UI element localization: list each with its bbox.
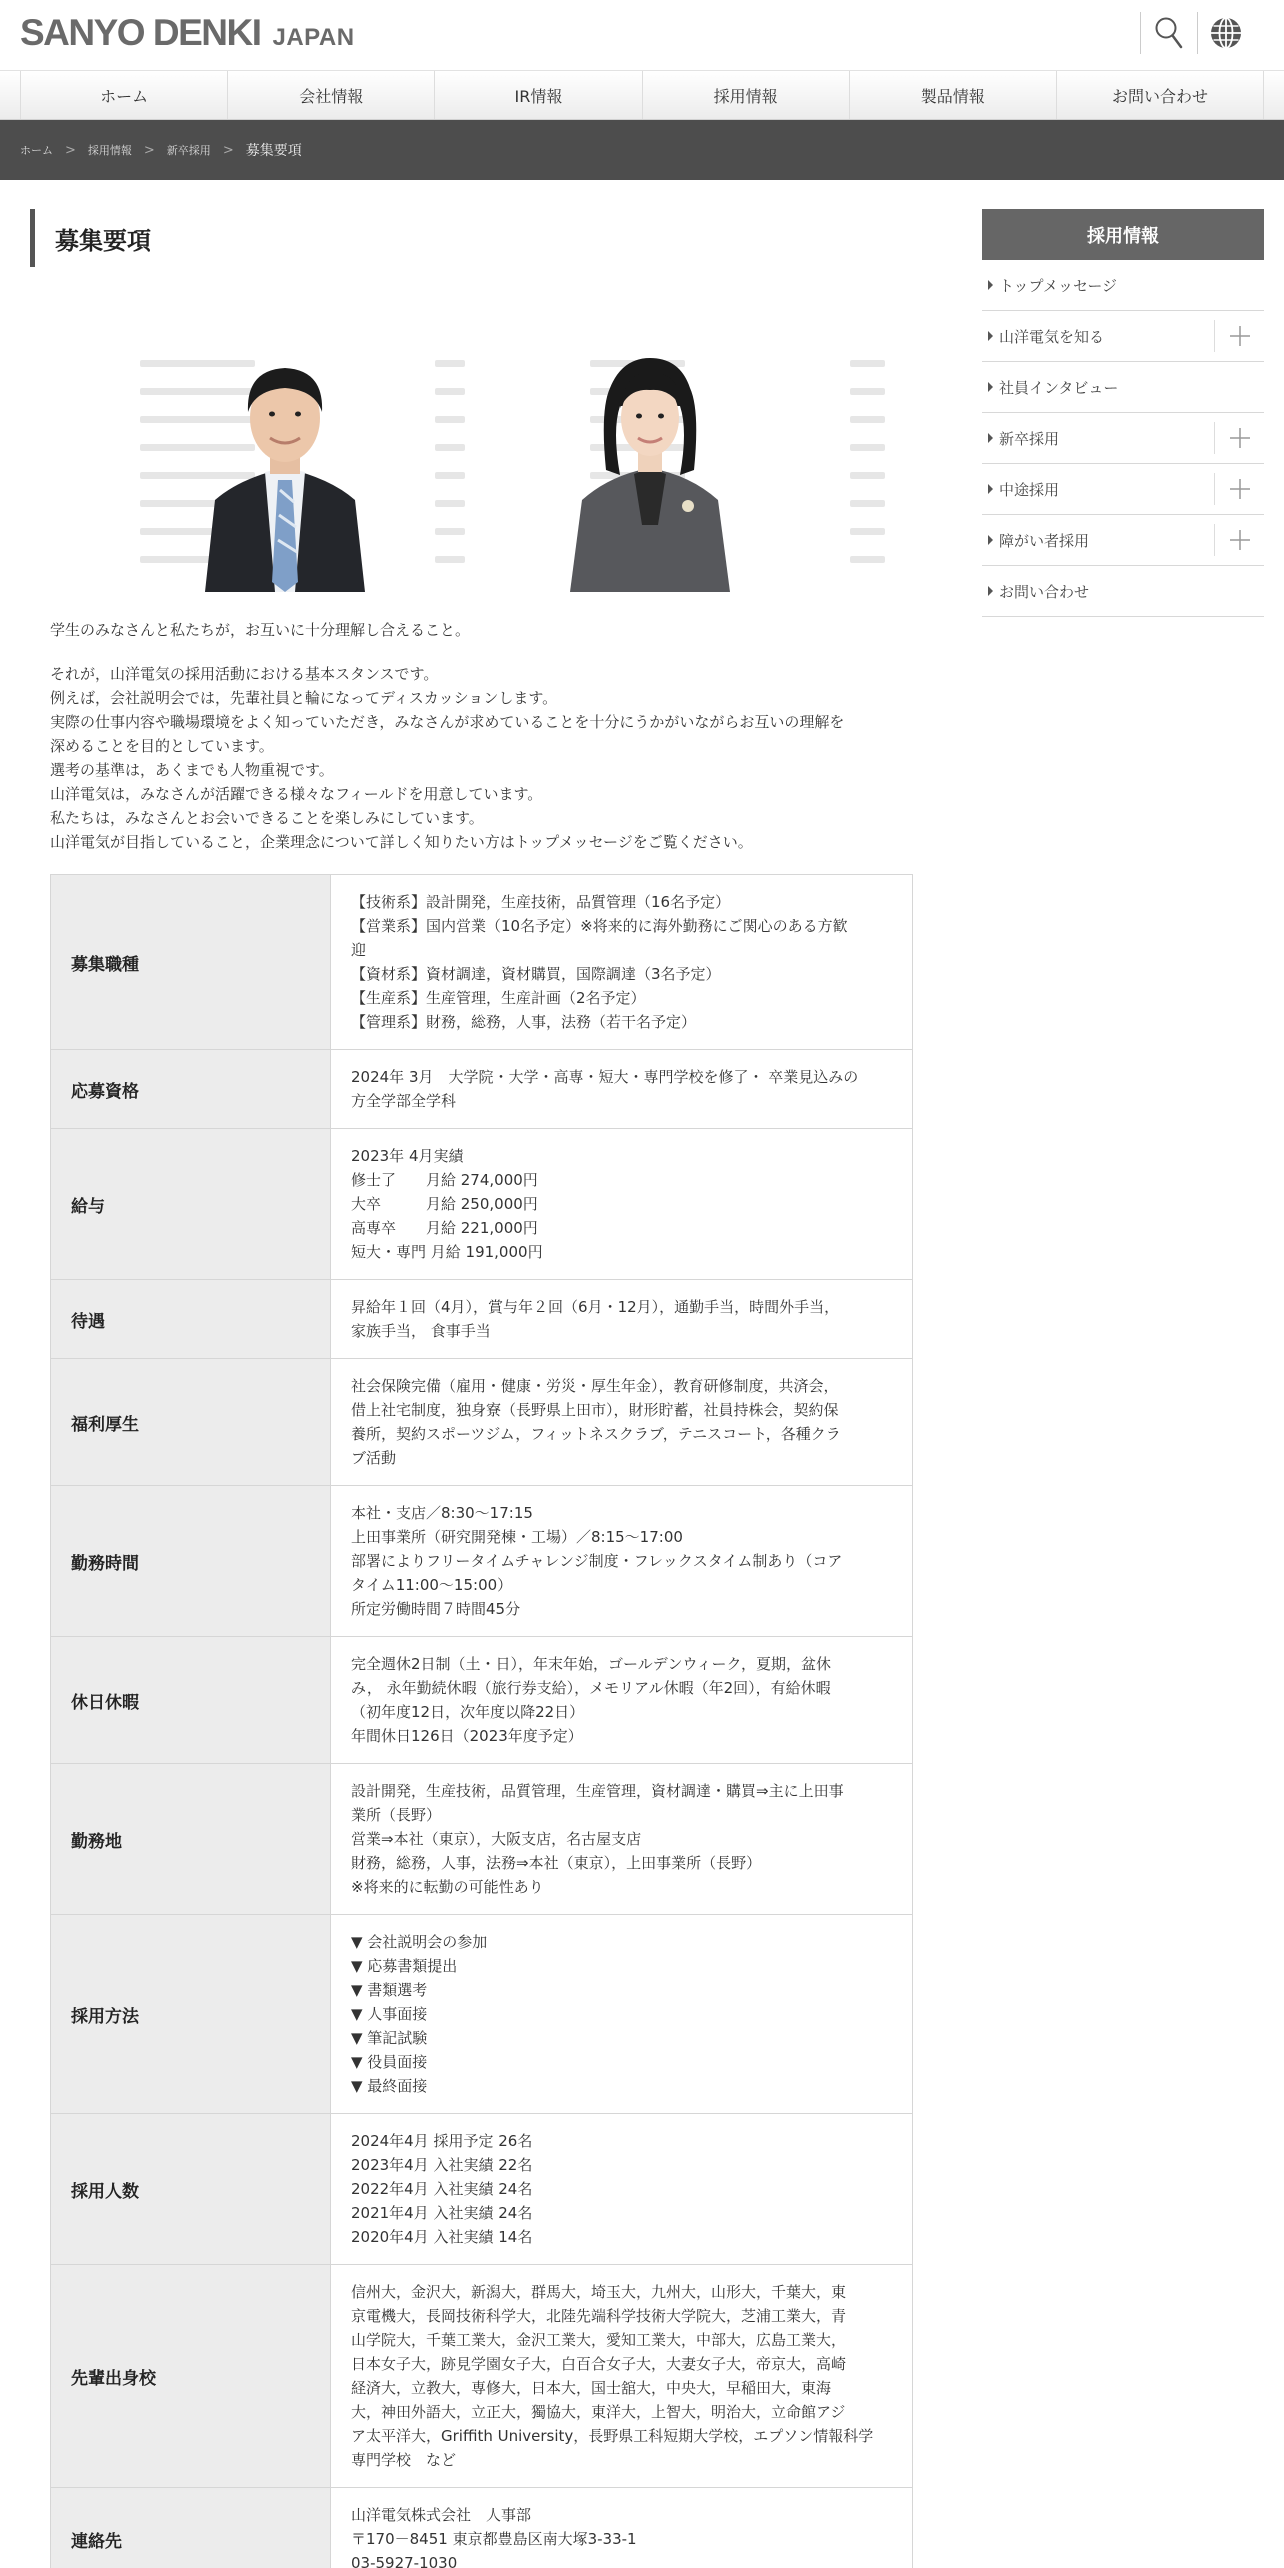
- breadcrumb-current: 募集要項: [245, 143, 302, 159]
- row-value-line: 借上社宅制度，独身寮（長野県上田市），財形貯蓄，社員持株会，契約保: [351, 1401, 839, 1419]
- table-row: [51, 1764, 913, 1915]
- female-employee-photo: [530, 350, 890, 592]
- table-row: [51, 1359, 913, 1486]
- nav-item-products[interactable]: 製品情報: [849, 71, 1056, 119]
- row-value-line: 2024年 3月 大学院・大学・高専・短大・専門学校を修了・ 卒業見込みの: [351, 1068, 859, 1086]
- row-value-line: ▼ 役員面接: [351, 2053, 428, 2071]
- table-row: [51, 1129, 913, 1280]
- row-value-line: 2024年4月 採用予定 26名: [351, 2132, 533, 2150]
- row-value: [331, 1129, 913, 1280]
- globe-icon: [1209, 16, 1243, 50]
- row-value-line: 2023年 4月実績: [351, 1147, 464, 1165]
- row-value-line: ▼ 書類選考: [351, 1981, 428, 1999]
- row-label: 勤務時間: [51, 1486, 331, 1637]
- table-row: [51, 1486, 913, 1637]
- sidebar-title: 採用情報: [982, 209, 1264, 260]
- nav-item-recruit[interactable]: 採用情報: [642, 71, 849, 119]
- table-row: [51, 1280, 913, 1359]
- row-value-line: タイム11:00～15:00）: [351, 1576, 513, 1594]
- row-value-line: 大，神田外語大，立正大，獨協大，東洋大，上智大，明治大，立命館アジ: [351, 2403, 846, 2421]
- row-value-line: 方全学部全学科: [351, 1092, 457, 1110]
- caret-right-icon: [988, 433, 993, 443]
- nav-item-ir[interactable]: IR情報: [434, 71, 641, 119]
- expand-button[interactable]: [1214, 524, 1264, 556]
- sidebar-menu: [982, 260, 1264, 617]
- row-value: [331, 875, 913, 1050]
- caret-right-icon: [988, 535, 993, 545]
- row-value-line: 【営業系】国内営業（10名予定）※将来的に海外勤務にご関心のある方歓: [351, 917, 848, 935]
- row-label: 応募資格: [51, 1050, 331, 1129]
- intro-line: 山洋電気は，みなさんが活躍できる様々なフィールドを用意しています。: [50, 785, 543, 803]
- row-value-line: 完全週休2日制（土・日），年末年始，ゴールデンウィーク，夏期，盆休: [351, 1655, 831, 1673]
- row-value: [331, 2114, 913, 2265]
- breadcrumb-link-recruit[interactable]: 採用情報: [87, 144, 132, 157]
- caret-right-icon: [988, 484, 993, 494]
- row-value-line: 営業⇒本社（東京），大阪支店，名古屋支店: [351, 1830, 642, 1848]
- row-label: 勤務地: [51, 1764, 331, 1915]
- plus-icon: [1229, 478, 1251, 500]
- logo-main-text: SANYO DENKI: [20, 12, 261, 53]
- site-header: [0, 0, 1284, 70]
- row-value-line: 【資材系】資材調達，資材購買，国際調達（3名予定）: [351, 965, 721, 983]
- logo-sub-text: JAPAN: [272, 24, 355, 51]
- intro-body: [50, 662, 925, 854]
- sanyo-denki-logo[interactable]: [20, 12, 355, 54]
- row-value-line: 修士了 月給 274,000円: [351, 1171, 538, 1189]
- row-value-line: （初年度12日，次年度以降22日）: [351, 1703, 585, 1721]
- row-value-line: 2020年4月 入社実績 14名: [351, 2228, 533, 2246]
- row-value-line: 日本女子大，跡見学園女子大，白百合女子大，大妻女子大，帝京大，高崎: [351, 2355, 847, 2373]
- row-value-line: 【生産系】生産管理，生産計画（2名予定）: [351, 989, 646, 1007]
- row-value-line: 信州大，金沢大，新潟大，群馬大，埼玉大，九州大，山形大，千葉大，東: [351, 2283, 847, 2301]
- language-button[interactable]: [1198, 12, 1254, 54]
- global-nav: [0, 70, 1284, 120]
- row-value-line: 設計開発，生産技術，品質管理，生産管理，資材調達・購買⇒主に上田事: [351, 1782, 844, 1800]
- row-value-line: 2023年4月 入社実績 22名: [351, 2156, 533, 2174]
- row-value-line: ▼ 筆記試験: [351, 2029, 428, 2047]
- row-value: [331, 2488, 913, 2568]
- sidebar-item[interactable]: [982, 464, 1264, 515]
- row-value-line: 上田事業所（研究開発棟・工場）／8:15～17:00: [351, 1528, 683, 1546]
- sidebar-item[interactable]: [982, 566, 1264, 617]
- male-employee-photo: [110, 350, 470, 592]
- intro-lead: 学生のみなさんと私たちが，お互いに十分理解し合えること。: [50, 621, 471, 639]
- expand-button[interactable]: [1214, 473, 1264, 505]
- sidebar: [982, 209, 1264, 617]
- row-value-line: ▼ 人事面接: [351, 2005, 428, 2023]
- row-value-line: 経済大，立教大，専修大，日本大，国士舘大，中央大，早稲田大，東海: [351, 2379, 832, 2397]
- sidebar-item[interactable]: [982, 260, 1264, 311]
- plus-icon: [1229, 427, 1251, 449]
- table-row: [51, 2114, 913, 2265]
- intro-line: 深めることを目的としています。: [50, 737, 274, 755]
- row-value-line: 京電機大，長岡技術科学大，北陸先端科学技術大学院大，芝浦工業大，青: [351, 2307, 847, 2325]
- requirements-table: [50, 874, 913, 2568]
- table-row: [51, 1915, 913, 2114]
- row-label: 待遇: [51, 1280, 331, 1359]
- intro-line: 例えば，会社説明会では，先輩社員と輪になってディスカッションします。: [50, 689, 558, 707]
- sidebar-item-label: 新卒採用: [999, 429, 1060, 448]
- row-value-line: ▼ 最終面接: [351, 2077, 428, 2095]
- row-value-line: 短大・専門 月給 191,000円: [351, 1243, 543, 1261]
- breadcrumb-separator: >: [65, 142, 76, 158]
- breadcrumb-separator: >: [222, 142, 234, 158]
- row-label: 採用人数: [51, 2114, 331, 2265]
- breadcrumb-link-new-grad[interactable]: 新卒採用: [166, 144, 211, 157]
- row-value-line: 養所，契約スポーツジム，フィットネスクラブ，テニスコート，各種クラ: [351, 1425, 841, 1443]
- row-label: 休日休暇: [51, 1637, 331, 1764]
- expand-button[interactable]: [1214, 422, 1264, 454]
- intro-line: 選考の基準は，あくまでも人物重視です。: [50, 761, 334, 779]
- sidebar-item-label: 社員インタビュー: [999, 378, 1119, 397]
- sidebar-item-label: トップメッセージ: [999, 276, 1118, 295]
- search-button[interactable]: [1141, 12, 1197, 54]
- row-value: [331, 1050, 913, 1129]
- breadcrumb-link-home[interactable]: ホーム: [20, 144, 53, 157]
- row-value-line: 大卒 月給 250,000円: [351, 1195, 538, 1213]
- search-icon: [1154, 16, 1184, 50]
- employee-photos: [110, 350, 890, 592]
- row-value: [331, 1764, 913, 1915]
- caret-right-icon: [988, 586, 993, 596]
- sidebar-item[interactable]: [982, 362, 1264, 413]
- caret-right-icon: [988, 382, 993, 392]
- caret-right-icon: [988, 331, 993, 341]
- page-title: 募集要項: [30, 209, 915, 267]
- row-label: 給与: [51, 1129, 331, 1280]
- row-value-line: 高専卒 月給 221,000円: [351, 1219, 538, 1237]
- breadcrumb: [0, 120, 1284, 180]
- intro-line: 私たちは，みなさんとお会いできることを楽しみにしています。: [50, 809, 484, 827]
- intro-line: 実際の仕事内容や職場環境をよく知っていただき，みなさんが求めていることを十分にうかがいながらお互いの理解を: [50, 713, 845, 731]
- row-value-line: ▼ 応募書類提出: [351, 1957, 458, 1975]
- sidebar-item-label: お問い合わせ: [999, 582, 1090, 601]
- table-row: [51, 1050, 913, 1129]
- sidebar-item-label: 障がい者採用: [999, 531, 1090, 550]
- row-value-line: 03-5927-1030: [351, 2554, 458, 2568]
- intro-line: それが，山洋電気の採用活動における基本スタンスです。: [50, 665, 439, 683]
- plus-icon: [1229, 325, 1251, 347]
- row-value-line: 山洋電気株式会社 人事部: [351, 2506, 532, 2524]
- row-value-line: み， 永年勤続休暇（旅行券支給），メモリアル休暇（年2回），有給休暇: [351, 1679, 831, 1697]
- table-row: [51, 2265, 913, 2488]
- nav-item-home[interactable]: ホーム: [20, 71, 227, 119]
- table-row: [51, 2488, 913, 2568]
- row-value-line: 財務，総務，人事，法務⇒本社（東京），上田事業所（長野）: [351, 1854, 762, 1872]
- sidebar-item[interactable]: [982, 413, 1264, 464]
- sidebar-item-label: 中途採用: [999, 480, 1060, 499]
- row-value-line: ブ活動: [351, 1449, 397, 1467]
- nav-item-contact[interactable]: お問い合わせ: [1056, 71, 1264, 119]
- row-value: [331, 1359, 913, 1486]
- row-value-line: 〒170－8451 東京都豊島区南大塚3-33-1: [351, 2530, 637, 2548]
- table-row: [51, 1637, 913, 1764]
- row-value-line: 山学院大，千葉工業大，金沢工業大，愛知工業大，中部大，広島工業大，: [351, 2331, 847, 2349]
- row-label: 連絡先: [51, 2488, 331, 2568]
- row-value-line: 本社・支店／8:30～17:15: [351, 1504, 533, 1522]
- sidebar-item[interactable]: [982, 311, 1264, 362]
- row-value-line: 社会保険完備（雇用・健康・労災・厚生年金），教育研修制度，共済会，: [351, 1377, 839, 1395]
- row-label: 採用方法: [51, 1915, 331, 2114]
- row-value-line: 2021年4月 入社実績 24名: [351, 2204, 533, 2222]
- row-value-line: 所定労働時間７時間45分: [351, 1600, 521, 1618]
- intro-line: 山洋電気が目指していること，企業理念について詳しく知りたい方はトップメッセージをご覧ください。: [50, 833, 753, 851]
- expand-button[interactable]: [1214, 320, 1264, 352]
- row-value: [331, 1915, 913, 2114]
- table-row: [51, 875, 913, 1050]
- row-label: 先輩出身校: [51, 2265, 331, 2488]
- row-value-line: 【技術系】設計開発，生産技術，品質管理（16名予定）: [351, 893, 731, 911]
- row-value-line: 業所（長野）: [351, 1806, 442, 1824]
- row-value-line: 【管理系】財務，総務，人事，法務（若干名予定）: [351, 1013, 697, 1031]
- row-value-line: 部署によりフリータイムチャレンジ制度・フレックスタイム制あり（コア: [351, 1552, 843, 1570]
- intro-text: [50, 618, 925, 854]
- row-value-line: 家族手当， 食事手当: [351, 1322, 491, 1340]
- row-label: 福利厚生: [51, 1359, 331, 1486]
- row-value-line: 昇給年１回（4月），賞与年２回（6月・12月），通勤手当，時間外手当，: [351, 1298, 840, 1316]
- header-icons: [1140, 12, 1254, 54]
- row-value: [331, 1637, 913, 1764]
- sidebar-item[interactable]: [982, 515, 1264, 566]
- row-value-line: ※将来的に転勤の可能性あり: [351, 1878, 544, 1896]
- row-label: 募集職種: [51, 875, 331, 1050]
- row-value: [331, 2265, 913, 2488]
- row-value: [331, 1280, 913, 1359]
- caret-right-icon: [988, 280, 993, 290]
- row-value: [331, 1486, 913, 1637]
- row-value-line: ア太平洋大，Griffith University，長野県工科短期大学校，エプソン情報科学: [351, 2427, 874, 2445]
- row-value-line: 迎: [351, 941, 367, 959]
- row-value-line: 2022年4月 入社実績 24名: [351, 2180, 533, 2198]
- plus-icon: [1229, 529, 1251, 551]
- breadcrumb-separator: >: [143, 142, 155, 158]
- row-value-line: 専門学校 など: [351, 2451, 457, 2469]
- row-value-line: ▼ 会社説明会の参加: [351, 1933, 488, 1951]
- nav-item-company[interactable]: 会社情報: [227, 71, 434, 119]
- row-value-line: 年間休日126日（2023年度予定）: [351, 1727, 583, 1745]
- sidebar-item-label: 山洋電気を知る: [999, 327, 1105, 346]
